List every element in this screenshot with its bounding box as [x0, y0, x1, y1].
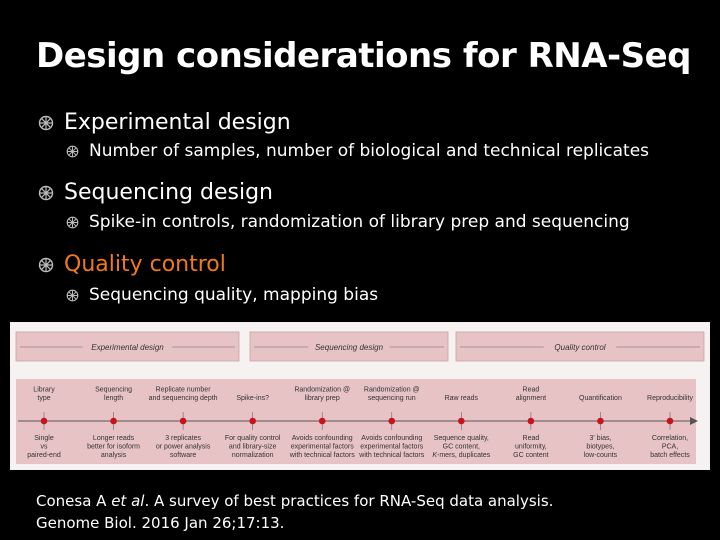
- step-note: PCA,: [661, 443, 679, 451]
- step-label: length: [104, 395, 124, 402]
- step-note: 3 replicates: [165, 435, 202, 442]
- gear-bullet-icon: [38, 115, 54, 131]
- step-note: better for isoform: [87, 443, 141, 451]
- step-note: analysis: [100, 452, 127, 459]
- step-marker: [388, 418, 395, 425]
- phase-label: Experimental design: [91, 343, 164, 352]
- step-label: type: [37, 395, 51, 402]
- step-note: normalization: [231, 452, 274, 459]
- step-note: batch effects: [650, 452, 690, 459]
- step-label: Library: [33, 386, 55, 394]
- step-note: vs: [40, 443, 48, 451]
- step-marker: [180, 418, 187, 425]
- step-note: low-counts: [583, 452, 618, 459]
- workflow-diagram: [10, 322, 710, 470]
- citation: [36, 490, 553, 534]
- step-note: experimental factors: [290, 443, 354, 451]
- step-note: or power analysis: [155, 443, 211, 451]
- step-note: biotypes,: [586, 443, 615, 451]
- step-label: Quantification: [579, 395, 622, 402]
- step-label: Sequencing: [95, 386, 133, 394]
- step-note: Longer reads: [92, 435, 135, 442]
- gear-bullet-icon: [38, 257, 54, 273]
- step-note: Sequence quality,: [433, 435, 489, 442]
- bullet-text-highlighted: Quality control: [64, 252, 226, 277]
- phase-label: Sequencing design: [314, 343, 384, 352]
- step-note: paired-end: [27, 452, 61, 459]
- gear-bullet-icon: [66, 145, 79, 158]
- step-note: Read: [522, 435, 540, 442]
- sub-bullet-text: Number of samples, number of biological and technical replicates: [89, 141, 650, 161]
- gear-bullet-icon: [66, 289, 79, 302]
- step-note: uniformity,: [514, 443, 547, 451]
- gear-bullet-icon: [38, 185, 54, 201]
- bullet-quality-control: [38, 252, 226, 277]
- citation-line-1: [36, 490, 553, 512]
- step-note: with technical factors: [359, 452, 425, 459]
- sub-bullet-sequencing-quality: [66, 285, 378, 305]
- step-marker: [528, 418, 535, 425]
- citation-etal: et al: [111, 492, 145, 510]
- citation-line-2: Genome Biol. 2016 Jan 26;17:13.: [36, 514, 285, 532]
- workflow-figure: [10, 322, 710, 470]
- step-label: sequencing run: [367, 395, 416, 402]
- citation-title: . A survey of best practices for RNA-Seq data analysis.: [144, 492, 554, 510]
- step-label: Randomization @: [294, 386, 351, 394]
- step-note: Avoids confounding: [361, 435, 423, 442]
- step-note: software: [169, 452, 197, 459]
- step-note: 3' bias,: [589, 435, 612, 442]
- step-label: Replicate number: [155, 386, 211, 394]
- step-label: Raw reads: [444, 395, 479, 402]
- step-note: with technical factors: [289, 452, 355, 459]
- step-note: and library-size: [228, 443, 277, 451]
- step-note: Avoids confounding: [291, 435, 353, 442]
- slide-title: Design considerations for RNA-Seq: [36, 36, 692, 76]
- step-note: Single: [34, 435, 54, 442]
- step-note: GC content,: [442, 443, 481, 451]
- bullet-experimental-design: [38, 110, 291, 135]
- step-note: For quality control: [224, 435, 281, 442]
- sub-bullet-spike-ins: [66, 212, 630, 232]
- bullet-sequencing-design: [38, 180, 273, 205]
- step-marker: [458, 418, 465, 425]
- step-label: library prep: [304, 395, 340, 402]
- step-label: Read: [522, 386, 540, 394]
- sub-bullet-replicates: [66, 141, 649, 161]
- step-label: Spike-ins?: [236, 395, 270, 402]
- step-label: Reproducibility: [647, 395, 693, 402]
- step-note: GC content: [513, 452, 549, 459]
- step-note: Correlation,: [651, 435, 689, 442]
- step-marker: [597, 418, 604, 425]
- bullet-text: Experimental design: [64, 110, 291, 135]
- bullet-text: Sequencing design: [64, 180, 273, 205]
- step-marker: [667, 418, 674, 425]
- gear-bullet-icon: [66, 216, 79, 229]
- step-note: K-mers, duplicates: [432, 452, 491, 459]
- step-marker: [110, 418, 117, 425]
- step-label: alignment: [515, 395, 547, 402]
- citation-author: Conesa A: [36, 492, 112, 510]
- step-marker: [249, 418, 256, 425]
- step-label: Randomization @: [363, 386, 420, 394]
- sub-bullet-text: Spike-in controls, randomization of library prep and sequencing: [89, 212, 630, 232]
- step-note: experimental factors: [360, 443, 424, 451]
- step-label: and sequencing depth: [148, 395, 218, 402]
- sub-bullet-text: Sequencing quality, mapping bias: [89, 285, 379, 305]
- phase-label: Quality control: [554, 343, 606, 352]
- step-marker: [319, 418, 326, 425]
- step-marker: [41, 418, 48, 425]
